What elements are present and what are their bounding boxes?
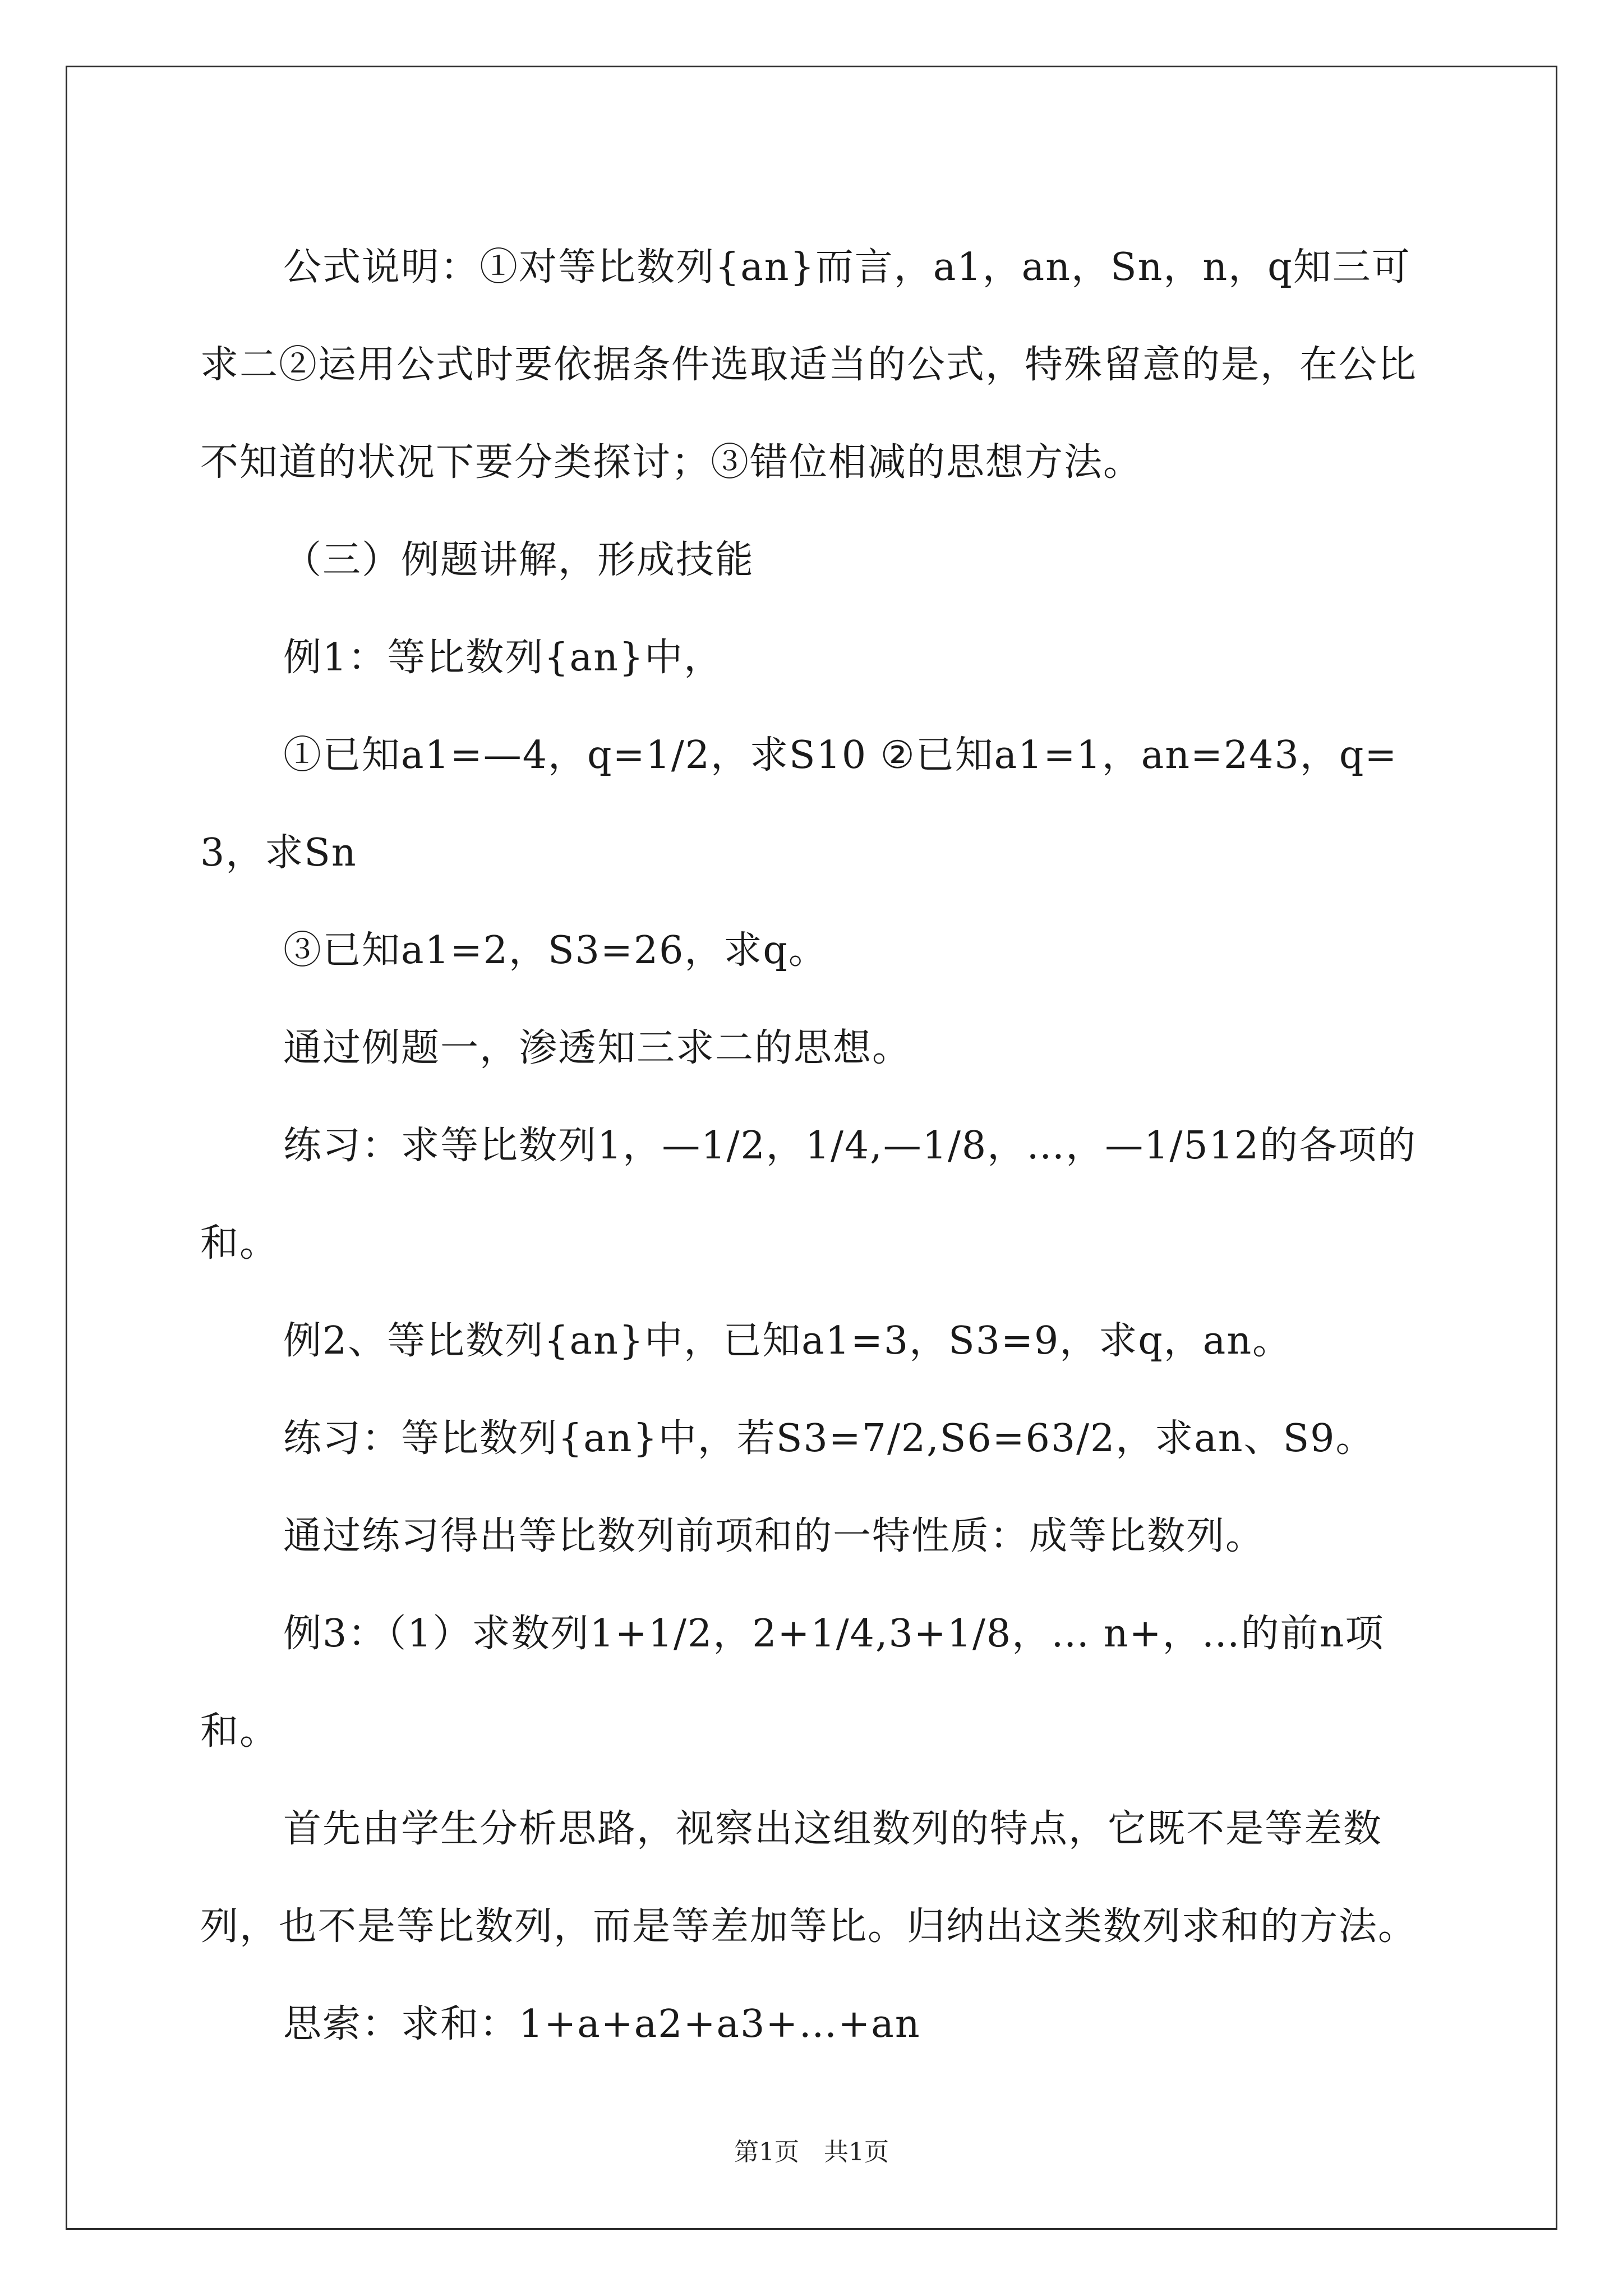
paragraph-section-heading: （三）例题讲解，形成技能 (283, 538, 755, 582)
paragraph-exercise-2: 练习：等比数列{an}中，若S3=7/2,S6=63/2，求an、S9。 (283, 1416, 1375, 1461)
document-body (200, 219, 1423, 2073)
paragraph-exercise-1: 练习：求等比数列1，—1/2，1/4,—1/8，…，—1/512的各项的和。 (200, 1124, 1417, 1266)
paragraph-example-2: 例2、等比数列{an}中，已知a1=3，S3=9，求q，an。 (283, 1319, 1292, 1363)
paragraph-example-1-note: 通过例题一，渗透知三求二的思想。 (283, 1026, 912, 1070)
paragraph-formula-notes: 公式说明：①对等比数列{an}而言，a1，an，Sn，n，q知三可求二②运用公式时要依据条件选取适当的公式，特殊留意的是，在公比不知道的状况下要分类探讨；③错位相减的思想方法。 (200, 245, 1418, 485)
paragraph-example-1-parts-a: ①已知a1=—4，q=1/2，求S10 ②已知a1=1，an=243，q=3，求Sn (200, 733, 1398, 875)
page-footer: 第1页 共1页 (734, 2138, 889, 2166)
paragraph-example-3: 例3：（1）求数列1+1/2，2+1/4,3+1/8，… n+，…的前n项和。 (200, 1612, 1385, 1754)
paragraph-example-1: 例1：等比数列{an}中， (283, 636, 723, 680)
paragraph-exercise-2-note: 通过练习得出等比数列前项和的一特性质：成等比数列。 (283, 1514, 1265, 1558)
paragraph-thinking: 思索：求和：1+a+a2+a3+…+an (283, 2002, 921, 2046)
paragraph-example-1-parts-b: ③已知a1=2，S3=26，求q。 (283, 928, 828, 973)
paragraph-example-3-analysis: 首先由学生分析思路，视察出这组数列的特点，它既不是等差数列，也不是等比数列，而是等差加等比。归纳出这类数列求和的方法。 (200, 1807, 1418, 1949)
